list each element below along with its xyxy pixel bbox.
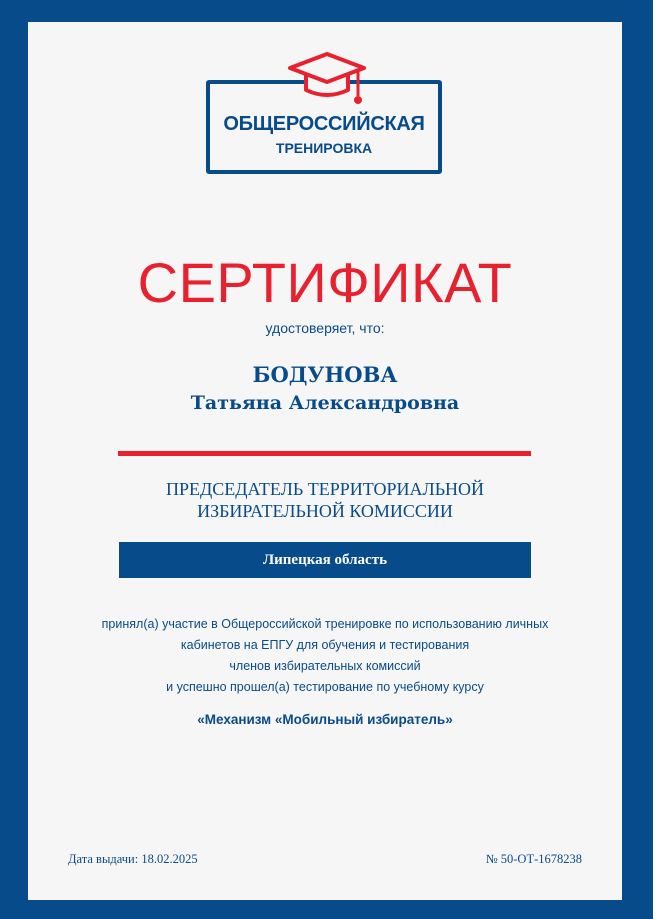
course-name: «Механизм «Мобильный избиратель» — [197, 712, 453, 727]
body-line: кабинетов на ЕПГУ для обучения и тестирования — [180, 638, 470, 652]
issue-date: Дата выдачи: 18.02.2025 — [68, 852, 198, 866]
certificate-sheet — [28, 22, 622, 900]
participation-text — [28, 614, 622, 698]
recipient-position — [28, 478, 622, 522]
position-line-2: ИЗБИРАТЕЛЬНОЙ КОМИССИИ — [197, 501, 453, 521]
logo-subtitle: ТРЕНИРОВКА — [275, 140, 373, 156]
divider-line — [118, 451, 531, 456]
recipient-last-name: БОДУНОВА — [252, 362, 398, 387]
certificate-number: № 50-ОТ-1678238 — [485, 852, 582, 866]
attests-text: удостоверяет, что: — [265, 320, 385, 336]
body-line: членов избирательных комиссий — [229, 659, 421, 673]
logo-title: ОБЩЕРОССИЙСКАЯ — [223, 113, 425, 135]
body-line: принял(а) участие в Общероссийской тренировке по использованию личных — [101, 617, 549, 631]
position-line-1: ПРЕДСЕДАТЕЛЬ ТЕРРИТОРИАЛЬНОЙ — [165, 479, 485, 499]
body-line: и успешно прошел(а) тестирование по учебному курсу — [166, 680, 484, 694]
recipient-first-middle-name: Татьяна Александровна — [190, 392, 460, 414]
region-banner: Липецкая область — [119, 542, 531, 578]
certificate-title: СЕРТИФИКАТ — [137, 251, 513, 314]
